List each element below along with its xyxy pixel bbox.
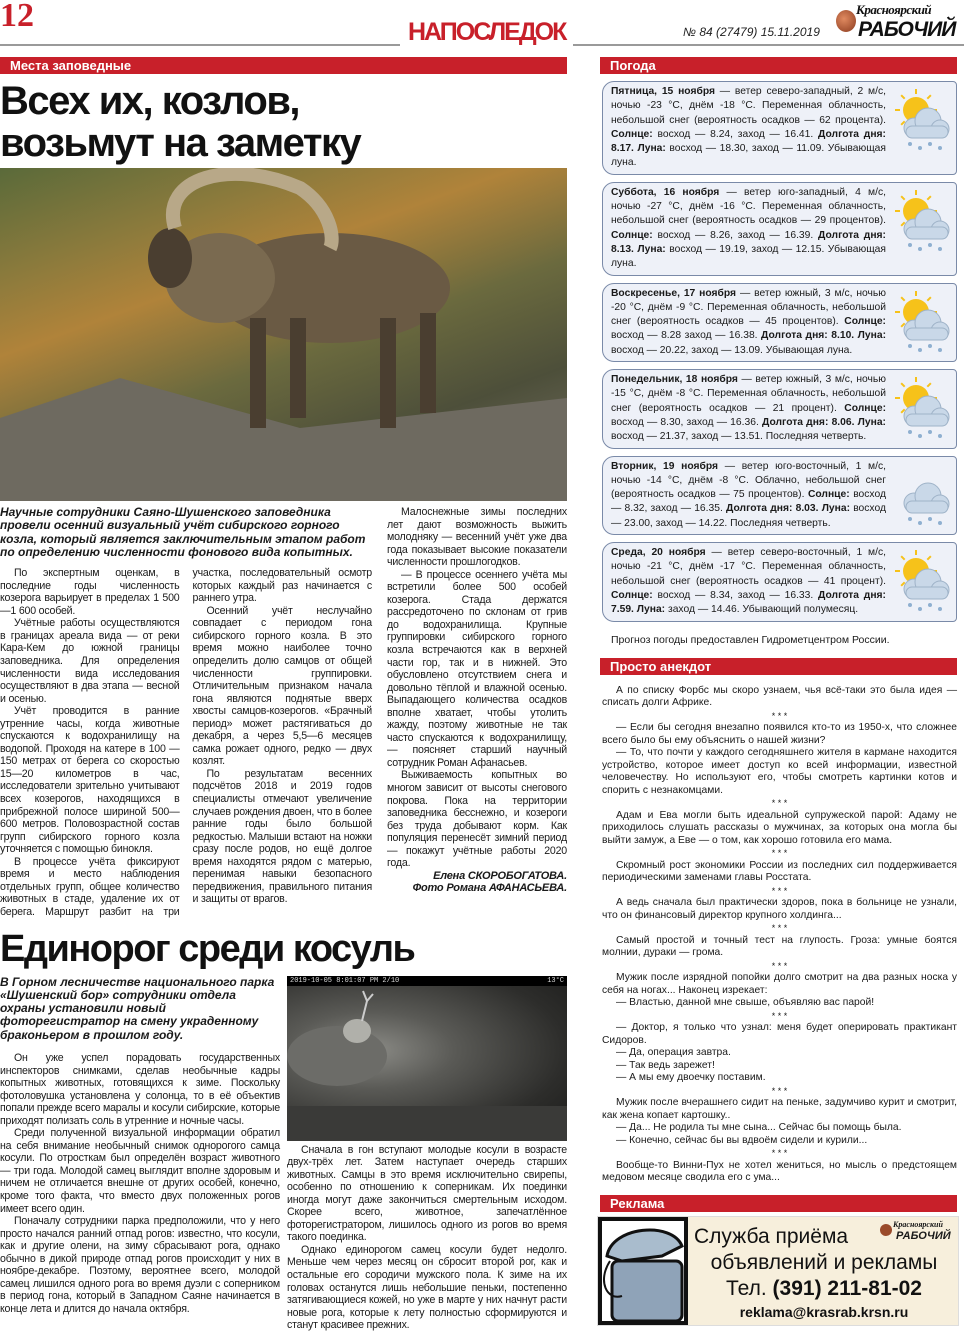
ad-logo xyxy=(880,1220,952,1244)
article2-text xyxy=(0,976,567,1332)
sun-label: Солнце: xyxy=(807,489,850,501)
article2-lead: В Горном лесничестве национального парка «Шушенский бор» сотрудники отдела охраны установили новый фоторегистратор на смену украденному браконьером в прошлом году. xyxy=(0,974,275,1042)
ibex-photo xyxy=(0,168,567,501)
paragraph: Среди полученной визуальной информации обратил на себя внимание необычный снимок однорогого самца косули. По отросткам был определён возраст животного — три года. Молодой самец выглядит вполне здоровым и ничем не отличается внешне от других особей, конечно, кроме того факта, что вместо двух положенных рогов имеет всего один. xyxy=(0,1127,280,1215)
moon-times: восход — 20.22, заход — 13.09. Убывающая луна. xyxy=(611,344,853,356)
left-column xyxy=(0,57,567,1332)
paragraph: Выживаемость копытных во многом зависит от высоты снегового покрова. Пока на территории заповедника бесснежно, и козероги без труда добывают корм. Как популяция перенесёт зимний период — покажут учётные работы 2020 года. xyxy=(387,769,567,870)
roe-deer-photo xyxy=(287,976,567,1141)
sun-label: Солнце: xyxy=(611,229,653,241)
article2-right xyxy=(287,976,567,1332)
daylength-value: 8.17. xyxy=(611,143,634,155)
moon-label: Луна: xyxy=(636,604,666,616)
joke-line: Мужик после изрядной попойки долго смотрит на два разных носка у себя на ногах... Наконец изрекает: xyxy=(602,972,957,996)
moon-times: заход — 14.46. Убывающий полумесяц. xyxy=(667,604,859,616)
joke-separator: * * * xyxy=(771,1085,788,1096)
phone-number[interactable]: (391) 211-81-02 xyxy=(772,1276,922,1300)
day-title: Понедельник, 18 ноября xyxy=(611,374,738,386)
joke-separator: * * * xyxy=(771,885,788,896)
sun-label: Солнце: xyxy=(844,402,886,414)
ad-email[interactable]: reklama@krasrab.krsn.ru xyxy=(739,1303,909,1320)
byline-author: Елена СКОРОБОГАТОВА. xyxy=(433,869,567,882)
day-title: Пятница, 15 ноября xyxy=(611,86,715,97)
newspaper-logo xyxy=(834,2,960,44)
rubric-bar: Места заповедные xyxy=(0,57,567,74)
sun-times: восход — 8.24, заход — 16.41. xyxy=(657,128,814,140)
phone-icon xyxy=(598,1217,688,1325)
article2-body-left xyxy=(0,1052,280,1315)
sun-cloud-snow-icon xyxy=(890,290,954,354)
ad-line1: Служба приёма xyxy=(694,1224,849,1248)
joke-line: Адам и Ева могли быть идеальной супружеской парой: Адаму не приходилось слушать рассказы о мужчинах, за которых она могла бы выйти замуж, а Еве — о том, как хорошо готовила его мама. xyxy=(602,809,957,846)
logo-top: Красноярский xyxy=(893,1219,943,1229)
sun-times: восход — 8.30, заход — 16.36. xyxy=(611,416,759,428)
moon-times: восход — 19.19, заход — 12.15. Убывающая луна. xyxy=(611,243,886,270)
issue-info: № 84 (27479) 15.11.2019 xyxy=(683,25,820,39)
joke-line: — Если бы сегодня внезапно появился кто-то из 1950-х, что сложнее всего было бы ему объяснить о нашей жизни? xyxy=(602,722,957,746)
joke-line: Мужик после вчерашнего сидит на пеньке, задумчиво курит и смотрит, как жена копает картошку.. xyxy=(602,1097,957,1121)
logo-top: Красноярский xyxy=(856,2,932,17)
article1-main xyxy=(0,506,372,919)
article1-body xyxy=(0,567,372,918)
joke-separator: * * * xyxy=(771,848,788,858)
joke-separator: * * * xyxy=(771,923,788,933)
joke-line: — А мы ему двоечку поставим. xyxy=(616,1072,766,1083)
weather-day-card xyxy=(602,542,957,621)
sun-cloud-snow-icon xyxy=(890,549,954,613)
paragraph: По результатам весенних подсчётов 2018 и 2019 годов специалисты отмечают увеличение случаев рождения двоен, что в более ранние годы было большой редкостью. Малыши встают на ножки сразу после родов, но ещё долгое время находятся рядом с матерью, перенимая навыки безопасного передвижения, правильного питания и защиты от врагов. xyxy=(192,767,372,906)
headline-line: Всех их, козлов, xyxy=(0,79,300,123)
joke-line: — Конечно, сейчас бы вы вдвоём сидели и курили... xyxy=(616,1134,868,1146)
joke-line: — Доктор, я только что узнал: меня будет оперировать практикант Сидоров. xyxy=(602,1022,957,1046)
cloud-snow-icon xyxy=(890,463,954,527)
day-description: — ветер южный, 3 м/с, ночью -20 °С, днём -9 °С. Переменная облачность, небольшой снег (вероятность осадков — 45 процентов). xyxy=(611,287,886,328)
daylength-label: Долгота дня: xyxy=(818,128,886,140)
day-description: — ветер юго-восточный, 1 м/с, ночью -14 °С, днём -8 °С. Облачно, небольшой снег (вероятность осадков — 75 процентов). xyxy=(611,460,886,501)
moon-label: Луна: xyxy=(821,503,851,515)
moon-times: восход — 18.30, заход — 11.09. Убывающая луна. xyxy=(611,143,886,169)
paragraph: Осенний учёт неслучайно совпадает с периодом гона сибирского горного козла. В это время можно наиболее точно определить долю самцов от общей численности группировки. Отличительным признаком начала гона являются поднятые вверх хвосты самцов-козерогов. «Брачный период» может растягиваться до декабря, а через 5,5—6 месяцев самка рожает одного, редко — двух козлят. xyxy=(192,604,372,768)
paragraph: — В процессе осеннего учёта мы встретили более 500 особей козерога. Стада держатся рассредоточено по склонам от грив до водохранилища. Крупные группировки сибирского горного козла встречаются как в верхней части гор, так и в нижней. Это обусловлено отсутствием снега и довольно тёплой и влажной осенью. Выпадающего количества осадков вполне хватает, чтобы утолить жажду, поэтому животные не так часто спускаются к водохранилищу,— поясняет старший научный сотрудник Роман Афанасьев. xyxy=(387,568,567,769)
jokes-bar: Просто анекдот xyxy=(600,658,957,675)
day-title: Суббота, 16 ноября xyxy=(611,186,720,198)
jokes-list xyxy=(602,685,957,1185)
day-title: Воскресенье, 17 ноября xyxy=(611,287,737,299)
weather-day-card xyxy=(602,369,957,448)
joke-line: — То, что почти у каждого сегодняшнего жителя в кармане находится устройство, которое имеет доступ ко всей информации, известной человечеству. Но используют его, чтобы смотреть картинки котов и спорить с незнакомцами. xyxy=(602,747,957,796)
daylength-value: 8.13. xyxy=(611,243,634,255)
emblem-icon xyxy=(880,1224,892,1236)
joke-line: — Властью, данной мне свыше, объявляю вас парой! xyxy=(616,997,875,1008)
joke-separator: * * * xyxy=(771,1148,788,1158)
joke-line: Вообще-то Винни-Пух не хотел жениться, но мысль о предстоящем медовом месяце сводила его с ума... xyxy=(602,1159,957,1183)
paragraph: Однако единорогом самец косули будет недолго. Меньше чем через месяц он сбросит второй рог, как и остальные его сородичи мужского пола. К зиме на их головах останутся лишь небольшие пеньки, постепенно затягивающиеся кожей, но уже в марте у них начнут расти новые рога, которые к лету полностью сформируются и станут красивее прежних. xyxy=(287,1243,567,1332)
weather-list xyxy=(600,81,957,622)
sun-times: восход — 8.28 заход — 16.38. xyxy=(611,330,758,342)
daylength-label: Долгота дня: xyxy=(818,589,886,601)
ad-banner[interactable] xyxy=(597,1216,959,1326)
sun-cloud-snow-icon xyxy=(890,88,954,152)
sun-label: Солнце: xyxy=(611,128,653,140)
daylength-label: Долгота дня: xyxy=(762,416,829,428)
article1-headline xyxy=(0,80,567,164)
article1-body-col3 xyxy=(387,506,567,919)
camera-temperature: 13°C xyxy=(547,976,564,985)
daylength-value: 8.06. xyxy=(831,416,855,428)
day-description: — ветер юго-западный, 4 м/с, ночью -27 °С, днём -16 °С. Переменная облачность, небольшой снег (вероятность осадков — 29 процентов). xyxy=(611,186,886,227)
joke-line: — Так ведь зарежет! xyxy=(616,1059,715,1071)
ad-line2: объявлений и рекламы xyxy=(710,1250,938,1274)
paragraph: Поначалу сотрудники парка предположили, что у него просто начался ранний отпад рогов: известно, что косули, как и другие олени, на зиму сбрасывают рога, однако обычно в дикой природе отпад рогов происходит у них в ноябре-декабре. Поэтому, вероятнее всего, молодой самец лишился одного рога во время дуэли с соперником в период гона, который в Западном Саяне начинается в конце лета и длится до начала октября. xyxy=(0,1215,280,1315)
moon-label: Луна: xyxy=(637,143,666,155)
sun-label: Солнце: xyxy=(611,589,653,601)
article2-headline: Единорог среди косуль xyxy=(0,927,415,970)
moon-label: Луна: xyxy=(857,330,886,342)
daylength-label: Долгота дня: xyxy=(818,229,886,241)
paragraph: Учёт проводится в ранние утренние часы, когда животные спускаются к водохранилищу на водопой. Проходя на катере в 100 —150 метрах от берега со скоростью 15—20 километров в час, исследователи зрительно учитывают всех козерогов, находящихся в прибрежной полосе шириной 500—600 метров. Половозрастной состав групп сибирского горного козла уточняется с помощью бинокля. xyxy=(0,705,180,856)
moon-times: восход — 21.37, заход — 13.51. Последняя четверть. xyxy=(611,431,867,443)
day-description: — ветер северо-восточный, 1 м/с, ночью -21 °С, днём -17 °С. Переменная облачность, небольшой снег (вероятность осадков — 41 процент). xyxy=(611,547,886,587)
emblem-icon xyxy=(836,10,856,32)
moon-label: Луна: xyxy=(637,243,666,255)
right-column xyxy=(600,57,957,1326)
sun-times: восход — 8.34, заход — 16.33. xyxy=(657,589,814,601)
daylength-label: Долгота дня: xyxy=(761,330,828,342)
daylength-label: Долгота дня: xyxy=(726,503,793,515)
sun-label: Солнце: xyxy=(844,316,886,328)
day-title: Вторник, 19 ноября xyxy=(611,460,719,472)
joke-separator: * * * xyxy=(771,710,788,721)
weather-day-card xyxy=(602,456,957,535)
weather-day-card xyxy=(602,182,957,276)
daylength-value: 7.59. xyxy=(611,604,634,616)
sun-cloud-snow-icon xyxy=(890,376,954,440)
section-title: НАПОСЛЕДОК xyxy=(400,16,573,50)
joke-separator: * * * xyxy=(771,798,788,808)
joke-line: Скромный рост экономики России из последних сил поддерживается периодическими заменами главы Росстата. xyxy=(602,859,957,883)
article1-text xyxy=(0,506,567,919)
camera-timestamp: 2019-10-05 8:01:07 PM 2/10 xyxy=(290,976,400,985)
logo-bottom: РАБОЧИЙ xyxy=(896,1229,951,1242)
day-description: — ветер северо-западный, 2 м/с, ночью -23 °С, днём -18 °С. Переменная облачность, небольшой снег (вероятность осадков — 62 процента). xyxy=(611,86,886,126)
joke-separator: * * * xyxy=(771,960,788,971)
ad-phone[interactable] xyxy=(693,1277,955,1301)
article2-body-right xyxy=(287,1144,567,1332)
joke-line: А по списку Форбс мы скоро узнаем, чья всё-таки это была идея — списать долги Африке. xyxy=(602,684,957,708)
paragraph: По экспертным оценкам, в последние годы численность козерога варьирует в пределах 1 500—1 600 особей. xyxy=(0,567,180,617)
byline-photo: Фото Романа АФАНАСЬЕВА. xyxy=(412,882,567,895)
sun-times: восход — 8.32, заход — 16.35. xyxy=(611,489,886,515)
article2-left xyxy=(0,976,280,1332)
weather-day-card xyxy=(602,283,957,362)
daylength-value: 8.10. xyxy=(831,330,855,342)
paragraph: Он уже успел порадовать государственных инспекторов снимками, сделав необычные кадры копытных животных, готовящихся к зиме. Поскольку фотоловушка установлена у солонца, то в её объектив попали прежде всего маралы и косули сибирские, которые приходят полизать соль в утренние и ночные часы. xyxy=(0,1051,280,1127)
page-number: 12 xyxy=(0,0,34,34)
headline-line: возьмут на заметку xyxy=(0,121,361,165)
day-description: — ветер южный, 3 м/с, ночью -15 °С, днём -8 °С. Переменная облачность, небольшой снег (вероятность осадков — 21 процент). xyxy=(611,374,886,414)
paragraph: В процессе учёта фиксируют время и место наблюдения отдельных групп, общее количество животных в стаде, удаление их от берега. Маршрут разбит на три участка, последовательный осмотр которых каждый раз начинается с раннего утра. xyxy=(0,567,372,918)
moon-label: Луна: xyxy=(857,416,886,428)
weather-day-card xyxy=(602,81,957,175)
joke-line: — Да, операция завтра. xyxy=(616,1047,731,1058)
joke-line: — Да... Не родила ты мне сына... Сейчас бы помощь была. xyxy=(616,1122,902,1133)
camera-stamp xyxy=(287,976,567,986)
paragraph: Сначала в гон вступают молодые косули в возрасте двух-трёх лет. Затем наступает очередь старших животных. Самцы в это время исключительно свирепы, особенно по отношению к соперникам. Их поединки иногда могут даже закончиться смертельным исходом. Скорее всего, животное, запечатлённое фоторегистратором, лишилось одного из рогов во время такого поединка. xyxy=(287,1143,567,1244)
moon-times: восход — 23.00, заход — 14.22. Последняя четверть. xyxy=(611,503,886,529)
paragraph: Учётные работы осуществляются в границах ареала вида — от реки Кара-Кем до южной границы заповедника. Для определения численности вида исследования осуществляют в два этапа — весной и осенью. xyxy=(0,617,180,705)
joke-line: Самый простой и точный тест на глупость. Гроза: умные боятся молнии, дураки — грома. xyxy=(602,934,957,958)
article1-caption: Научные сотрудники Саяно-Шушенского заповедника провели осенний визуальный учёт сибирского горного козла, который является заключительным этапом работ по определению численности фонового вида копытных. xyxy=(0,505,366,559)
phone-label: Тел. xyxy=(725,1276,767,1300)
paragraph: Малоснежные зимы последних лет дают возможность выжить молодняку — весенний учёт уже два года показывает высокие показатели численности прошлогодков. xyxy=(387,506,567,569)
day-title: Среда, 20 ноября xyxy=(611,547,706,559)
weather-bar: Погода xyxy=(600,57,957,74)
sun-cloud-snow-icon xyxy=(890,189,954,253)
sun-times: восход — 8.26, заход — 16.39. xyxy=(657,229,814,241)
logo-bottom: РАБОЧИЙ xyxy=(858,18,956,41)
weather-source: Прогноз погоды предоставлен Гидрометцентром России. xyxy=(611,633,890,646)
joke-separator: * * * xyxy=(771,1010,788,1021)
ad-bar: Реклама xyxy=(600,1195,957,1212)
daylength-value: 8.03. xyxy=(795,503,819,515)
joke-line: А ведь сначала был практически здоров, пока в больнице не узнали, что он финансовый директор крупного холдинга... xyxy=(602,897,957,921)
